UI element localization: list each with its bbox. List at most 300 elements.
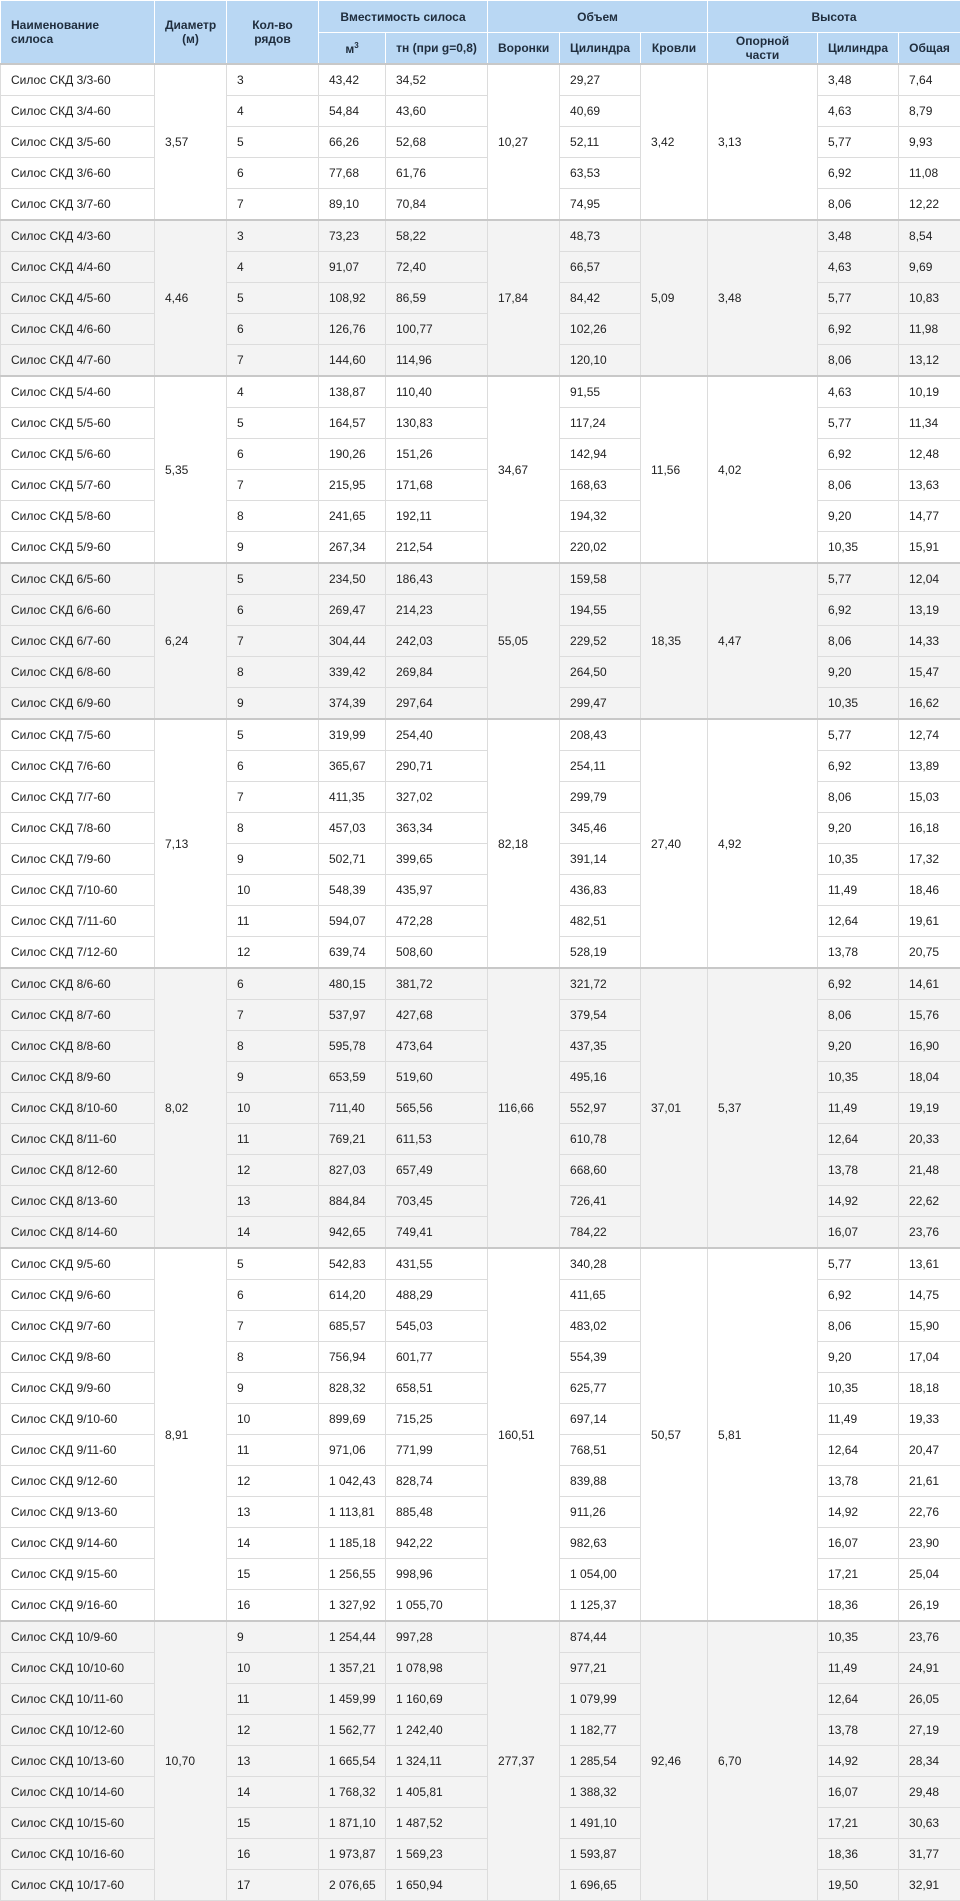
- cell-h-support: 5,81: [708, 1248, 818, 1621]
- cell-h-total: 15,03: [899, 782, 960, 813]
- cell-name: Силос СКД 5/6-60: [1, 439, 155, 470]
- cell-vol-cyl: 1 285,54: [560, 1746, 641, 1777]
- cell-cap-m3: 411,35: [319, 782, 386, 813]
- cell-h-total: 12,04: [899, 563, 960, 595]
- cell-name: Силос СКД 6/8-60: [1, 657, 155, 688]
- cell-h-total: 19,19: [899, 1093, 960, 1124]
- cell-cap-t: 601,77: [386, 1342, 488, 1373]
- cell-h-total: 8,79: [899, 96, 960, 127]
- cell-name: Силос СКД 9/7-60: [1, 1311, 155, 1342]
- cell-cap-t: 703,45: [386, 1186, 488, 1217]
- cell-h-cyl: 12,64: [818, 1684, 899, 1715]
- cell-vol-roof: 18,35: [641, 563, 708, 719]
- cell-name: Силос СКД 7/11-60: [1, 906, 155, 937]
- cell-name: Силос СКД 7/12-60: [1, 937, 155, 969]
- silo-group: [1, 563, 960, 719]
- cell-cap-m3: 884,84: [319, 1186, 386, 1217]
- cell-rows: 8: [227, 1031, 319, 1062]
- cell-cap-m3: 190,26: [319, 439, 386, 470]
- cell-vol-cyl: 340,28: [560, 1248, 641, 1280]
- cell-vol-cyl: 1 054,00: [560, 1559, 641, 1590]
- cell-vol-cyl: 208,43: [560, 719, 641, 751]
- cell-vol-cyl: 436,83: [560, 875, 641, 906]
- cell-vol-cyl: 264,50: [560, 657, 641, 688]
- cell-cap-t: 72,40: [386, 252, 488, 283]
- cell-cap-m3: 1 562,77: [319, 1715, 386, 1746]
- cell-vol-cyl: 784,22: [560, 1217, 641, 1249]
- cell-rows: 12: [227, 1715, 319, 1746]
- cell-h-cyl: 11,49: [818, 1653, 899, 1684]
- cell-rows: 5: [227, 719, 319, 751]
- cell-diameter: 5,35: [155, 376, 227, 563]
- cell-h-cyl: 13,78: [818, 1715, 899, 1746]
- header-cap-t: тн (при g=0,8): [386, 33, 488, 65]
- cell-cap-m3: 43,42: [319, 64, 386, 96]
- cell-h-total: 14,33: [899, 626, 960, 657]
- cell-h-cyl: 10,35: [818, 1621, 899, 1653]
- cell-rows: 10: [227, 1653, 319, 1684]
- cell-cap-t: 1 650,94: [386, 1870, 488, 1901]
- cell-vol-cyl: 1 491,10: [560, 1808, 641, 1839]
- cell-rows: 11: [227, 1684, 319, 1715]
- cell-cap-m3: 1 256,55: [319, 1559, 386, 1590]
- cell-name: Силос СКД 10/13-60: [1, 1746, 155, 1777]
- cell-h-total: 9,69: [899, 252, 960, 283]
- cell-rows: 9: [227, 844, 319, 875]
- cell-cap-t: 214,23: [386, 595, 488, 626]
- table-row: [1, 968, 960, 1000]
- cell-cap-t: 508,60: [386, 937, 488, 969]
- cell-rows: 4: [227, 376, 319, 408]
- cell-name: Силос СКД 9/10-60: [1, 1404, 155, 1435]
- cell-cap-t: 1 487,52: [386, 1808, 488, 1839]
- cell-h-support: 4,92: [708, 719, 818, 968]
- cell-vol-cyl: 483,02: [560, 1311, 641, 1342]
- cell-cap-t: 43,60: [386, 96, 488, 127]
- cell-diameter: 4,46: [155, 220, 227, 376]
- silo-group: [1, 220, 960, 376]
- cell-cap-m3: 91,07: [319, 252, 386, 283]
- cell-cap-t: 1 242,40: [386, 1715, 488, 1746]
- cell-vol-cyl: 194,32: [560, 501, 641, 532]
- cell-h-cyl: 14,92: [818, 1746, 899, 1777]
- cell-h-total: 14,61: [899, 968, 960, 1000]
- cell-cap-t: 86,59: [386, 283, 488, 314]
- cell-cap-t: 519,60: [386, 1062, 488, 1093]
- cell-vol-cyl: 977,21: [560, 1653, 641, 1684]
- cell-h-cyl: 18,36: [818, 1839, 899, 1870]
- cell-cap-t: 61,76: [386, 158, 488, 189]
- cell-name: Силос СКД 3/7-60: [1, 189, 155, 221]
- cell-h-total: 29,48: [899, 1777, 960, 1808]
- cell-h-cyl: 9,20: [818, 657, 899, 688]
- cell-cap-m3: 1 973,87: [319, 1839, 386, 1870]
- cell-cap-t: 828,74: [386, 1466, 488, 1497]
- cell-rows: 10: [227, 1093, 319, 1124]
- cell-h-cyl: 11,49: [818, 1404, 899, 1435]
- header-cap-m3-sup: 3: [354, 41, 358, 50]
- cell-h-total: 20,33: [899, 1124, 960, 1155]
- cell-vol-cyl: 1 696,65: [560, 1870, 641, 1901]
- cell-name: Силос СКД 4/5-60: [1, 283, 155, 314]
- cell-h-cyl: 18,36: [818, 1590, 899, 1622]
- cell-name: Силос СКД 5/4-60: [1, 376, 155, 408]
- header-vol-funnel: Воронки: [488, 33, 560, 65]
- cell-vol-funnel: 17,84: [488, 220, 560, 376]
- cell-h-cyl: 11,49: [818, 1093, 899, 1124]
- cell-rows: 6: [227, 314, 319, 345]
- cell-rows: 12: [227, 1466, 319, 1497]
- cell-vol-cyl: 726,41: [560, 1186, 641, 1217]
- cell-rows: 12: [227, 1155, 319, 1186]
- cell-cap-t: 771,99: [386, 1435, 488, 1466]
- cell-name: Силос СКД 9/12-60: [1, 1466, 155, 1497]
- cell-cap-t: 192,11: [386, 501, 488, 532]
- cell-h-total: 16,62: [899, 688, 960, 720]
- cell-h-total: 19,61: [899, 906, 960, 937]
- cell-h-total: 23,76: [899, 1217, 960, 1249]
- cell-name: Силос СКД 5/5-60: [1, 408, 155, 439]
- cell-rows: 6: [227, 751, 319, 782]
- header-vol-cyl: Цилиндра: [560, 33, 641, 65]
- cell-vol-cyl: 120,10: [560, 345, 641, 377]
- cell-vol-cyl: 220,02: [560, 532, 641, 564]
- table-row: [1, 1621, 960, 1653]
- cell-h-total: 18,04: [899, 1062, 960, 1093]
- cell-name: Силос СКД 7/10-60: [1, 875, 155, 906]
- cell-rows: 12: [227, 937, 319, 969]
- cell-h-cyl: 8,06: [818, 470, 899, 501]
- cell-cap-t: 399,65: [386, 844, 488, 875]
- silo-group: [1, 719, 960, 968]
- cell-cap-m3: 77,68: [319, 158, 386, 189]
- cell-cap-t: 431,55: [386, 1248, 488, 1280]
- cell-name: Силос СКД 9/15-60: [1, 1559, 155, 1590]
- cell-rows: 9: [227, 1373, 319, 1404]
- cell-cap-t: 363,34: [386, 813, 488, 844]
- cell-h-total: 11,08: [899, 158, 960, 189]
- table-row: [1, 220, 960, 252]
- cell-h-total: 17,04: [899, 1342, 960, 1373]
- cell-h-total: 26,05: [899, 1684, 960, 1715]
- cell-cap-m3: 2 076,65: [319, 1870, 386, 1901]
- cell-name: Силос СКД 4/6-60: [1, 314, 155, 345]
- cell-cap-m3: 241,65: [319, 501, 386, 532]
- cell-h-total: 10,19: [899, 376, 960, 408]
- cell-name: Силос СКД 8/10-60: [1, 1093, 155, 1124]
- header-rows: Кол-во рядов: [227, 1, 319, 65]
- cell-cap-t: 52,68: [386, 127, 488, 158]
- cell-h-total: 15,90: [899, 1311, 960, 1342]
- cell-rows: 6: [227, 595, 319, 626]
- cell-cap-t: 269,84: [386, 657, 488, 688]
- cell-vol-cyl: 52,11: [560, 127, 641, 158]
- table-row: [1, 719, 960, 751]
- cell-vol-cyl: 528,19: [560, 937, 641, 969]
- cell-cap-t: 327,02: [386, 782, 488, 813]
- cell-rows: 13: [227, 1746, 319, 1777]
- cell-h-total: 22,62: [899, 1186, 960, 1217]
- cell-h-total: 13,19: [899, 595, 960, 626]
- cell-cap-m3: 73,23: [319, 220, 386, 252]
- cell-cap-m3: 480,15: [319, 968, 386, 1000]
- cell-cap-t: 473,64: [386, 1031, 488, 1062]
- cell-h-cyl: 6,92: [818, 158, 899, 189]
- cell-cap-t: 186,43: [386, 563, 488, 595]
- cell-cap-m3: 653,59: [319, 1062, 386, 1093]
- cell-h-cyl: 17,21: [818, 1808, 899, 1839]
- cell-cap-t: 212,54: [386, 532, 488, 564]
- cell-cap-t: 997,28: [386, 1621, 488, 1653]
- cell-vol-cyl: 1 079,99: [560, 1684, 641, 1715]
- cell-vol-cyl: 874,44: [560, 1621, 641, 1653]
- cell-rows: 4: [227, 96, 319, 127]
- cell-h-total: 11,98: [899, 314, 960, 345]
- cell-cap-t: 611,53: [386, 1124, 488, 1155]
- cell-cap-t: 1 405,81: [386, 1777, 488, 1808]
- cell-name: Силос СКД 6/5-60: [1, 563, 155, 595]
- cell-rows: 8: [227, 657, 319, 688]
- cell-cap-t: 658,51: [386, 1373, 488, 1404]
- cell-vol-cyl: 74,95: [560, 189, 641, 221]
- cell-diameter: 3,57: [155, 64, 227, 220]
- cell-h-total: 21,48: [899, 1155, 960, 1186]
- cell-h-total: 27,19: [899, 1715, 960, 1746]
- cell-cap-t: 1 569,23: [386, 1839, 488, 1870]
- cell-vol-cyl: 552,97: [560, 1093, 641, 1124]
- cell-vol-cyl: 1 593,87: [560, 1839, 641, 1870]
- cell-h-total: 12,74: [899, 719, 960, 751]
- cell-vol-cyl: 48,73: [560, 220, 641, 252]
- cell-rows: 8: [227, 1342, 319, 1373]
- cell-cap-m3: 756,94: [319, 1342, 386, 1373]
- cell-h-cyl: 10,35: [818, 688, 899, 720]
- cell-name: Силос СКД 8/6-60: [1, 968, 155, 1000]
- cell-h-cyl: 9,20: [818, 1342, 899, 1373]
- cell-cap-t: 749,41: [386, 1217, 488, 1249]
- cell-name: Силос СКД 8/12-60: [1, 1155, 155, 1186]
- cell-rows: 7: [227, 345, 319, 377]
- cell-h-cyl: 8,06: [818, 782, 899, 813]
- cell-cap-m3: 769,21: [319, 1124, 386, 1155]
- cell-cap-t: 427,68: [386, 1000, 488, 1031]
- cell-cap-t: 1 078,98: [386, 1653, 488, 1684]
- cell-rows: 10: [227, 875, 319, 906]
- header-h-cyl: Цилиндра: [818, 33, 899, 65]
- cell-h-total: 20,47: [899, 1435, 960, 1466]
- cell-name: Силос СКД 4/7-60: [1, 345, 155, 377]
- cell-name: Силос СКД 6/6-60: [1, 595, 155, 626]
- cell-vol-cyl: 194,55: [560, 595, 641, 626]
- cell-name: Силос СКД 8/7-60: [1, 1000, 155, 1031]
- table-row: [1, 376, 960, 408]
- cell-cap-m3: 594,07: [319, 906, 386, 937]
- cell-rows: 17: [227, 1870, 319, 1901]
- cell-h-total: 17,32: [899, 844, 960, 875]
- cell-h-total: 7,64: [899, 64, 960, 96]
- cell-cap-m3: 1 185,18: [319, 1528, 386, 1559]
- cell-cap-m3: 304,44: [319, 626, 386, 657]
- cell-rows: 8: [227, 501, 319, 532]
- cell-cap-t: 100,77: [386, 314, 488, 345]
- cell-rows: 9: [227, 532, 319, 564]
- cell-vol-cyl: 411,65: [560, 1280, 641, 1311]
- cell-rows: 5: [227, 1248, 319, 1280]
- cell-vol-roof: 3,42: [641, 64, 708, 220]
- cell-rows: 14: [227, 1777, 319, 1808]
- cell-rows: 14: [227, 1217, 319, 1249]
- cell-cap-m3: 502,71: [319, 844, 386, 875]
- cell-vol-cyl: 1 182,77: [560, 1715, 641, 1746]
- cell-rows: 9: [227, 1621, 319, 1653]
- cell-rows: 5: [227, 408, 319, 439]
- cell-name: Силос СКД 8/8-60: [1, 1031, 155, 1062]
- cell-name: Силос СКД 4/4-60: [1, 252, 155, 283]
- cell-cap-t: 381,72: [386, 968, 488, 1000]
- cell-h-cyl: 13,78: [818, 937, 899, 969]
- cell-h-cyl: 10,35: [818, 1373, 899, 1404]
- cell-cap-t: 297,64: [386, 688, 488, 720]
- table-header: [1, 1, 960, 65]
- cell-cap-t: 242,03: [386, 626, 488, 657]
- cell-cap-t: 998,96: [386, 1559, 488, 1590]
- cell-name: Силос СКД 7/7-60: [1, 782, 155, 813]
- cell-rows: 16: [227, 1590, 319, 1622]
- cell-vol-cyl: 391,14: [560, 844, 641, 875]
- cell-name: Силос СКД 3/3-60: [1, 64, 155, 96]
- cell-name: Силос СКД 3/5-60: [1, 127, 155, 158]
- cell-h-total: 25,04: [899, 1559, 960, 1590]
- cell-name: Силос СКД 3/6-60: [1, 158, 155, 189]
- cell-h-cyl: 13,78: [818, 1466, 899, 1497]
- cell-h-cyl: 9,20: [818, 813, 899, 844]
- header-cap-m3-unit: м: [345, 42, 354, 56]
- cell-cap-m3: 144,60: [319, 345, 386, 377]
- cell-rows: 8: [227, 813, 319, 844]
- cell-vol-cyl: 437,35: [560, 1031, 641, 1062]
- cell-vol-cyl: 668,60: [560, 1155, 641, 1186]
- cell-vol-cyl: 697,14: [560, 1404, 641, 1435]
- cell-name: Силос СКД 6/9-60: [1, 688, 155, 720]
- cell-h-cyl: 8,06: [818, 345, 899, 377]
- cell-h-total: 15,76: [899, 1000, 960, 1031]
- cell-name: Силос СКД 9/14-60: [1, 1528, 155, 1559]
- cell-name: Силос СКД 10/10-60: [1, 1653, 155, 1684]
- header-diameter: Диаметр (м): [155, 1, 227, 65]
- cell-cap-m3: 1 113,81: [319, 1497, 386, 1528]
- cell-rows: 5: [227, 283, 319, 314]
- cell-vol-cyl: 345,46: [560, 813, 641, 844]
- cell-rows: 9: [227, 1062, 319, 1093]
- cell-cap-m3: 66,26: [319, 127, 386, 158]
- cell-name: Силос СКД 9/6-60: [1, 1280, 155, 1311]
- cell-cap-m3: 1 768,32: [319, 1777, 386, 1808]
- cell-cap-t: 58,22: [386, 220, 488, 252]
- cell-name: Силос СКД 6/7-60: [1, 626, 155, 657]
- cell-h-cyl: 14,92: [818, 1186, 899, 1217]
- silo-group: [1, 64, 960, 220]
- cell-h-support: 4,47: [708, 563, 818, 719]
- cell-cap-t: 1 055,70: [386, 1590, 488, 1622]
- cell-cap-t: 715,25: [386, 1404, 488, 1435]
- cell-h-total: 8,54: [899, 220, 960, 252]
- cell-name: Силос СКД 7/6-60: [1, 751, 155, 782]
- cell-vol-cyl: 40,69: [560, 96, 641, 127]
- cell-cap-m3: 537,97: [319, 1000, 386, 1031]
- cell-name: Силос СКД 10/17-60: [1, 1870, 155, 1901]
- cell-h-total: 26,19: [899, 1590, 960, 1622]
- cell-h-cyl: 8,06: [818, 1311, 899, 1342]
- cell-cap-t: 254,40: [386, 719, 488, 751]
- cell-h-cyl: 6,92: [818, 595, 899, 626]
- cell-name: Силос СКД 10/11-60: [1, 1684, 155, 1715]
- cell-name: Силос СКД 8/14-60: [1, 1217, 155, 1249]
- cell-h-cyl: 9,20: [818, 501, 899, 532]
- cell-rows: 7: [227, 189, 319, 221]
- cell-h-cyl: 10,35: [818, 532, 899, 564]
- cell-rows: 11: [227, 1435, 319, 1466]
- cell-name: Силос СКД 9/13-60: [1, 1497, 155, 1528]
- cell-rows: 9: [227, 688, 319, 720]
- cell-rows: 15: [227, 1808, 319, 1839]
- cell-cap-t: 290,71: [386, 751, 488, 782]
- cell-h-cyl: 10,35: [818, 1062, 899, 1093]
- header-name: Наименование силоса: [1, 1, 155, 65]
- cell-h-cyl: 14,92: [818, 1497, 899, 1528]
- cell-vol-cyl: 84,42: [560, 283, 641, 314]
- cell-h-cyl: 4,63: [818, 252, 899, 283]
- cell-cap-m3: 1 254,44: [319, 1621, 386, 1653]
- cell-diameter: 8,02: [155, 968, 227, 1248]
- cell-rows: 7: [227, 470, 319, 501]
- cell-vol-roof: 37,01: [641, 968, 708, 1248]
- cell-cap-m3: 614,20: [319, 1280, 386, 1311]
- table-row: [1, 1248, 960, 1280]
- cell-h-total: 18,46: [899, 875, 960, 906]
- cell-cap-t: 151,26: [386, 439, 488, 470]
- silo-group: [1, 1621, 960, 1901]
- silo-group: [1, 376, 960, 563]
- cell-h-cyl: 6,92: [818, 1280, 899, 1311]
- cell-cap-m3: 54,84: [319, 96, 386, 127]
- cell-cap-m3: 1 871,10: [319, 1808, 386, 1839]
- cell-h-cyl: 9,20: [818, 1031, 899, 1062]
- header-cap-m3: [319, 33, 386, 65]
- cell-vol-cyl: 495,16: [560, 1062, 641, 1093]
- cell-h-total: 14,75: [899, 1280, 960, 1311]
- cell-h-total: 13,12: [899, 345, 960, 377]
- cell-vol-cyl: 839,88: [560, 1466, 641, 1497]
- cell-rows: 4: [227, 252, 319, 283]
- cell-h-total: 13,63: [899, 470, 960, 501]
- cell-h-total: 32,91: [899, 1870, 960, 1901]
- cell-h-total: 13,61: [899, 1248, 960, 1280]
- cell-rows: 6: [227, 1280, 319, 1311]
- cell-h-total: 31,77: [899, 1839, 960, 1870]
- cell-name: Силос СКД 10/9-60: [1, 1621, 155, 1653]
- cell-cap-m3: 457,03: [319, 813, 386, 844]
- cell-rows: 10: [227, 1404, 319, 1435]
- cell-h-total: 12,48: [899, 439, 960, 470]
- cell-h-total: 19,33: [899, 1404, 960, 1435]
- cell-name: Силос СКД 9/16-60: [1, 1590, 155, 1622]
- cell-cap-m3: 711,40: [319, 1093, 386, 1124]
- cell-rows: 15: [227, 1559, 319, 1590]
- cell-cap-t: 34,52: [386, 64, 488, 96]
- cell-vol-cyl: 229,52: [560, 626, 641, 657]
- cell-h-cyl: 5,77: [818, 283, 899, 314]
- cell-name: Силос СКД 10/14-60: [1, 1777, 155, 1808]
